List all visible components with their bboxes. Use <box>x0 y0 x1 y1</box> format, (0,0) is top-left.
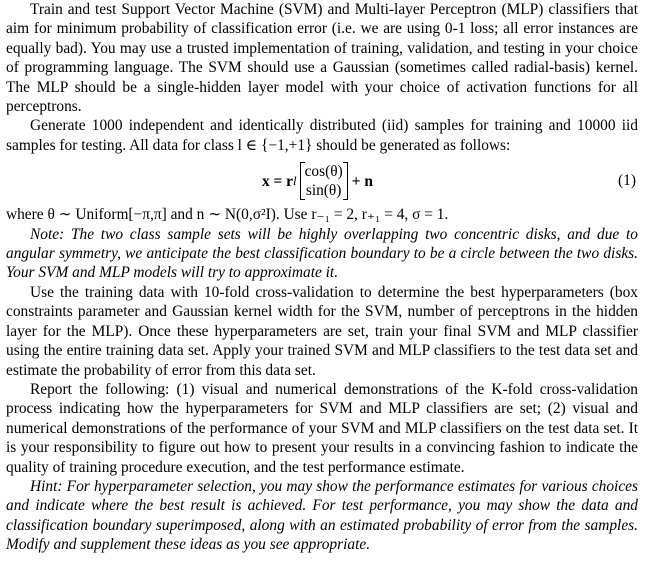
data-generation-paragraph: Generate 1000 independent and identically distributed (iid) samples for training and 10000 iid samples for testing. All data for class l ∈ {−1,+1} should be generated as follows: <box>6 117 638 154</box>
equation-subscript: l <box>293 173 297 188</box>
cross-validation-paragraph: Use the training data with 10-fold cross-validation to determine the best hyperparameters (box constraints parameter and Gaussian kernel width for the SVM, number of perceptrons in the hidden layer for the MLP). Once these hyperparameters are set, train your final SVM and MLP classifier using the entire training data set. Apply your trained SVM and MLP classifiers to the test data set and estimate the probability of error from this data set. <box>6 283 638 379</box>
equation-number: (1) <box>618 172 636 190</box>
equation-1 <box>6 157 638 205</box>
intro-paragraph: Train and test Support Vector Machine (SVM) and Multi-layer Perceptron (MLP) classifiers that aim for minimum probability of classification error (i.e. we are using 0-1 loss; all error instances are equally bad). You may use a trusted implementation of training, validation, and testing in your choice of programming language. The SVM should use a Gaussian (sometimes called radial-basis) kernel. The MLP should be a single-hidden layer model with your choice of activation functions for all perceptrons. <box>6 1 638 116</box>
equation-lhs: x = r <box>262 172 293 190</box>
equation-vector-row1: cos(θ) <box>304 163 343 181</box>
equation-vector-row2: sin(θ) <box>305 182 342 200</box>
report-paragraph: Report the following: (1) visual and numerical demonstrations of the K-fold cross-validation process indicating how the hyperparameters for SVM and MLP classifiers are set; (2) visual and numerical demonstrations of the performance of your SVM and MLP classifiers on the test data set. It is your responsibility to figure out how to present your results in a convincing fashion to indicate the quality of training procedure execution, and the test performance estimate. <box>6 380 638 476</box>
hint-paragraph: Hint: For hyperparameter selection, you may show the performance estimates for various choices and indicate where the best result is achieved. For test performance, you may show the data and classification boundary superimposed, along with an estimated probability of error from the samples. Modify and supplement these ideas as you see appropriate. <box>6 477 638 554</box>
note-paragraph: Note: The two class sample sets will be highly overlapping two concentric disks, and due to angular symmetry, we anticipate the best classification boundary to be a circle between the two disks. Your SVM and MLP models will try to approximate it. <box>6 225 638 282</box>
document-page <box>6 0 638 555</box>
where-line: where θ ∼ Uniform[−π,π] and n ∼ N(0,σ²I). Use r₋₁ = 2, r₊₁ = 4, σ = 1. <box>6 206 449 224</box>
equation-noise-term: + n <box>351 172 373 190</box>
equation-body <box>262 157 373 205</box>
equation-vector <box>300 162 348 200</box>
